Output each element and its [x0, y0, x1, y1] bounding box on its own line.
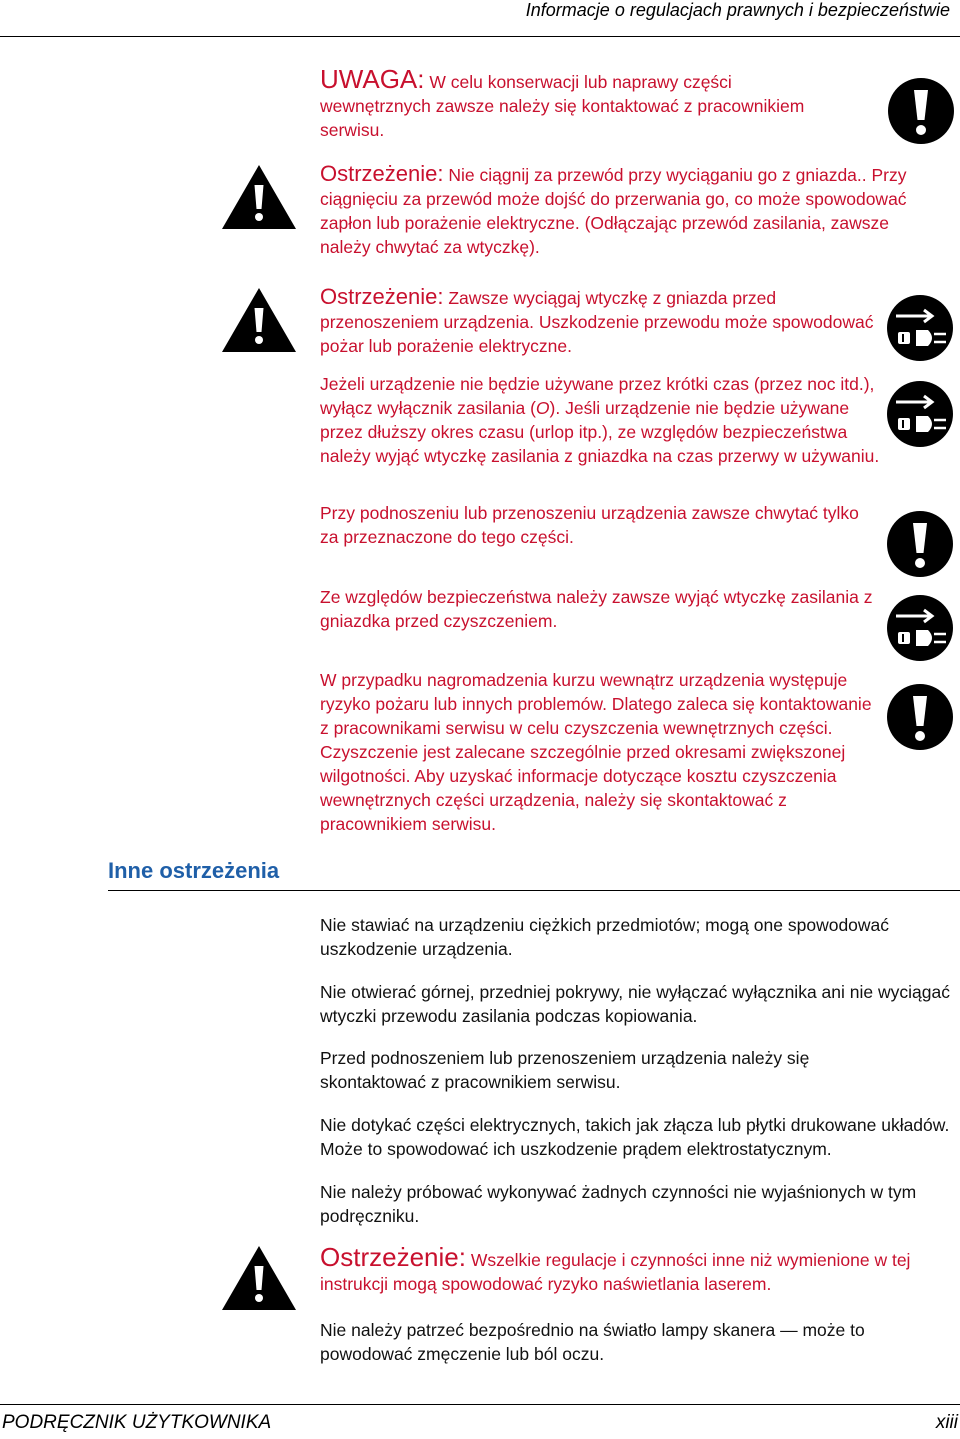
section-title: Inne ostrzeżenia	[108, 858, 280, 883]
power-off-symbol-icon: O	[535, 398, 550, 418]
page-number: xiii	[935, 1412, 958, 1433]
mandatory-exclamation-icon	[886, 683, 954, 751]
uwaga-caution	[320, 66, 840, 142]
ostrzezenie-laser	[320, 1244, 960, 1296]
unplug-icon	[886, 294, 954, 362]
other-paragraph-5: Nie należy próbować wykonywać żadnych czynności nie wyjaśnionych w tym podręczniku.	[320, 1182, 917, 1226]
unused-text-b: ). Jeśli urządzenie nie będzie używane przez dłuższy okres czasu (urlop itp.), ze względów bezpieczeństwa należy wyjąć wtyczkę zasilania z gniazdka na czas przerwy w używaniu.	[320, 398, 880, 466]
unplug-icon	[886, 594, 954, 662]
unplug-icon	[886, 380, 954, 448]
mandatory-exclamation-icon	[886, 510, 954, 578]
ostrzezenie-keyword: Ostrzeżenie:	[320, 161, 444, 186]
ostrzezenie-move-text: Zawsze wyciągaj wtyczkę z gniazda przed przenoszeniem urządzenia. Uszkodzenie przewodu może spowodować pożar lub porażenie elektryczne.	[320, 288, 874, 356]
header-rule	[0, 36, 960, 37]
ostrzezenie-laser-text: Wszelkie regulacje i czynności inne niż wymienione w tej instrukcji mogą spowodować ryzyko naświetlania laserem.	[320, 1250, 911, 1294]
lifting-paragraph: Przy podnoszeniu lub przenoszeniu urządzenia zawsze chwytać tylko za przeznaczone do tego części.	[320, 503, 859, 547]
unused-text-a: Jeżeli urządzenie nie będzie używane przez krótki czas (przez noc itd.), wyłącz wyłącznik zasilania (	[320, 374, 875, 418]
uwaga-text: W celu konserwacji lub naprawy części wewnętrznych zawsze należy się kontaktować z pracownikiem serwisu.	[320, 72, 805, 140]
dust-paragraph: W przypadku nagromadzenia kurzu wewnątrz urządzenia występuje ryzyko pożaru lub innych problemów. Dlatego zaleca się kontaktowanie z pracownikami serwisu w celu czyszczenia wewnętrznych części. Czyszczenie jest zalecane szczególnie przed okresami zwiększonej wilgotności. Aby uzyskać informacje dotyczące kosztu czyszczenia wewnętrznych części urządzenia, należy się skontaktować z pracownikiem serwisu.	[320, 670, 872, 834]
unused-device-paragraph	[320, 372, 880, 468]
ostrzezenie-cord	[320, 162, 940, 259]
other-paragraph-6: Nie należy patrzeć bezpośrednio na światło lampy skanera — może to powodować zmęczenie lub ból oczu.	[320, 1320, 865, 1364]
footer-rule	[0, 1404, 960, 1405]
other-paragraph-3: Przed podnoszeniem lub przenoszeniem urządzenia należy się skontaktować z pracownikiem serwisu.	[320, 1048, 810, 1092]
other-paragraph-4: Nie dotykać części elektrycznych, takich jak złącza lub płytki drukowane układów. Może to spowodować ich uszkodzenie prądem elektrostatycznym.	[320, 1115, 950, 1159]
ostrzezenie-keyword: Ostrzeżenie:	[320, 1242, 466, 1272]
running-head: Informacje o regulacjach prawnych i bezpieczeństwie	[525, 0, 950, 20]
other-paragraph-2: Nie otwierać górnej, przedniej pokrywy, nie wyłączać wyłącznika ani nie wyciągać wtyczki przewodu zasilania podczas kopiowania.	[320, 982, 950, 1026]
uwaga-keyword: UWAGA:	[320, 64, 425, 94]
ostrzezenie-move	[320, 285, 880, 358]
ostrzezenie-keyword: Ostrzeżenie:	[320, 284, 444, 309]
cleaning-paragraph: Ze względów bezpieczeństwa należy zawsze wyjąć wtyczkę zasilania z gniazdka przed czyszczeniem.	[320, 587, 873, 631]
footer-title: PODRĘCZNIK UŻYTKOWNIKA	[2, 1412, 272, 1433]
other-paragraph-1: Nie stawiać na urządzeniu ciężkich przedmiotów; mogą one spowodować uszkodzenie urządzenia.	[320, 915, 890, 959]
warning-triangle-icon	[220, 1244, 298, 1312]
section-rule	[108, 890, 960, 891]
warning-triangle-icon	[220, 163, 298, 231]
warning-triangle-icon	[220, 286, 298, 354]
ostrzezenie-cord-text: Nie ciągnij za przewód przy wyciąganiu go z gniazda.. Przy ciągnięciu za przewód może dojść do przerwania go, co może spowodować zapłon lub porażenie elektryczne. (Odłączając przewód zasilania, zawsze należy chwytać za wtyczkę).	[320, 165, 907, 257]
mandatory-exclamation-icon	[887, 77, 955, 145]
